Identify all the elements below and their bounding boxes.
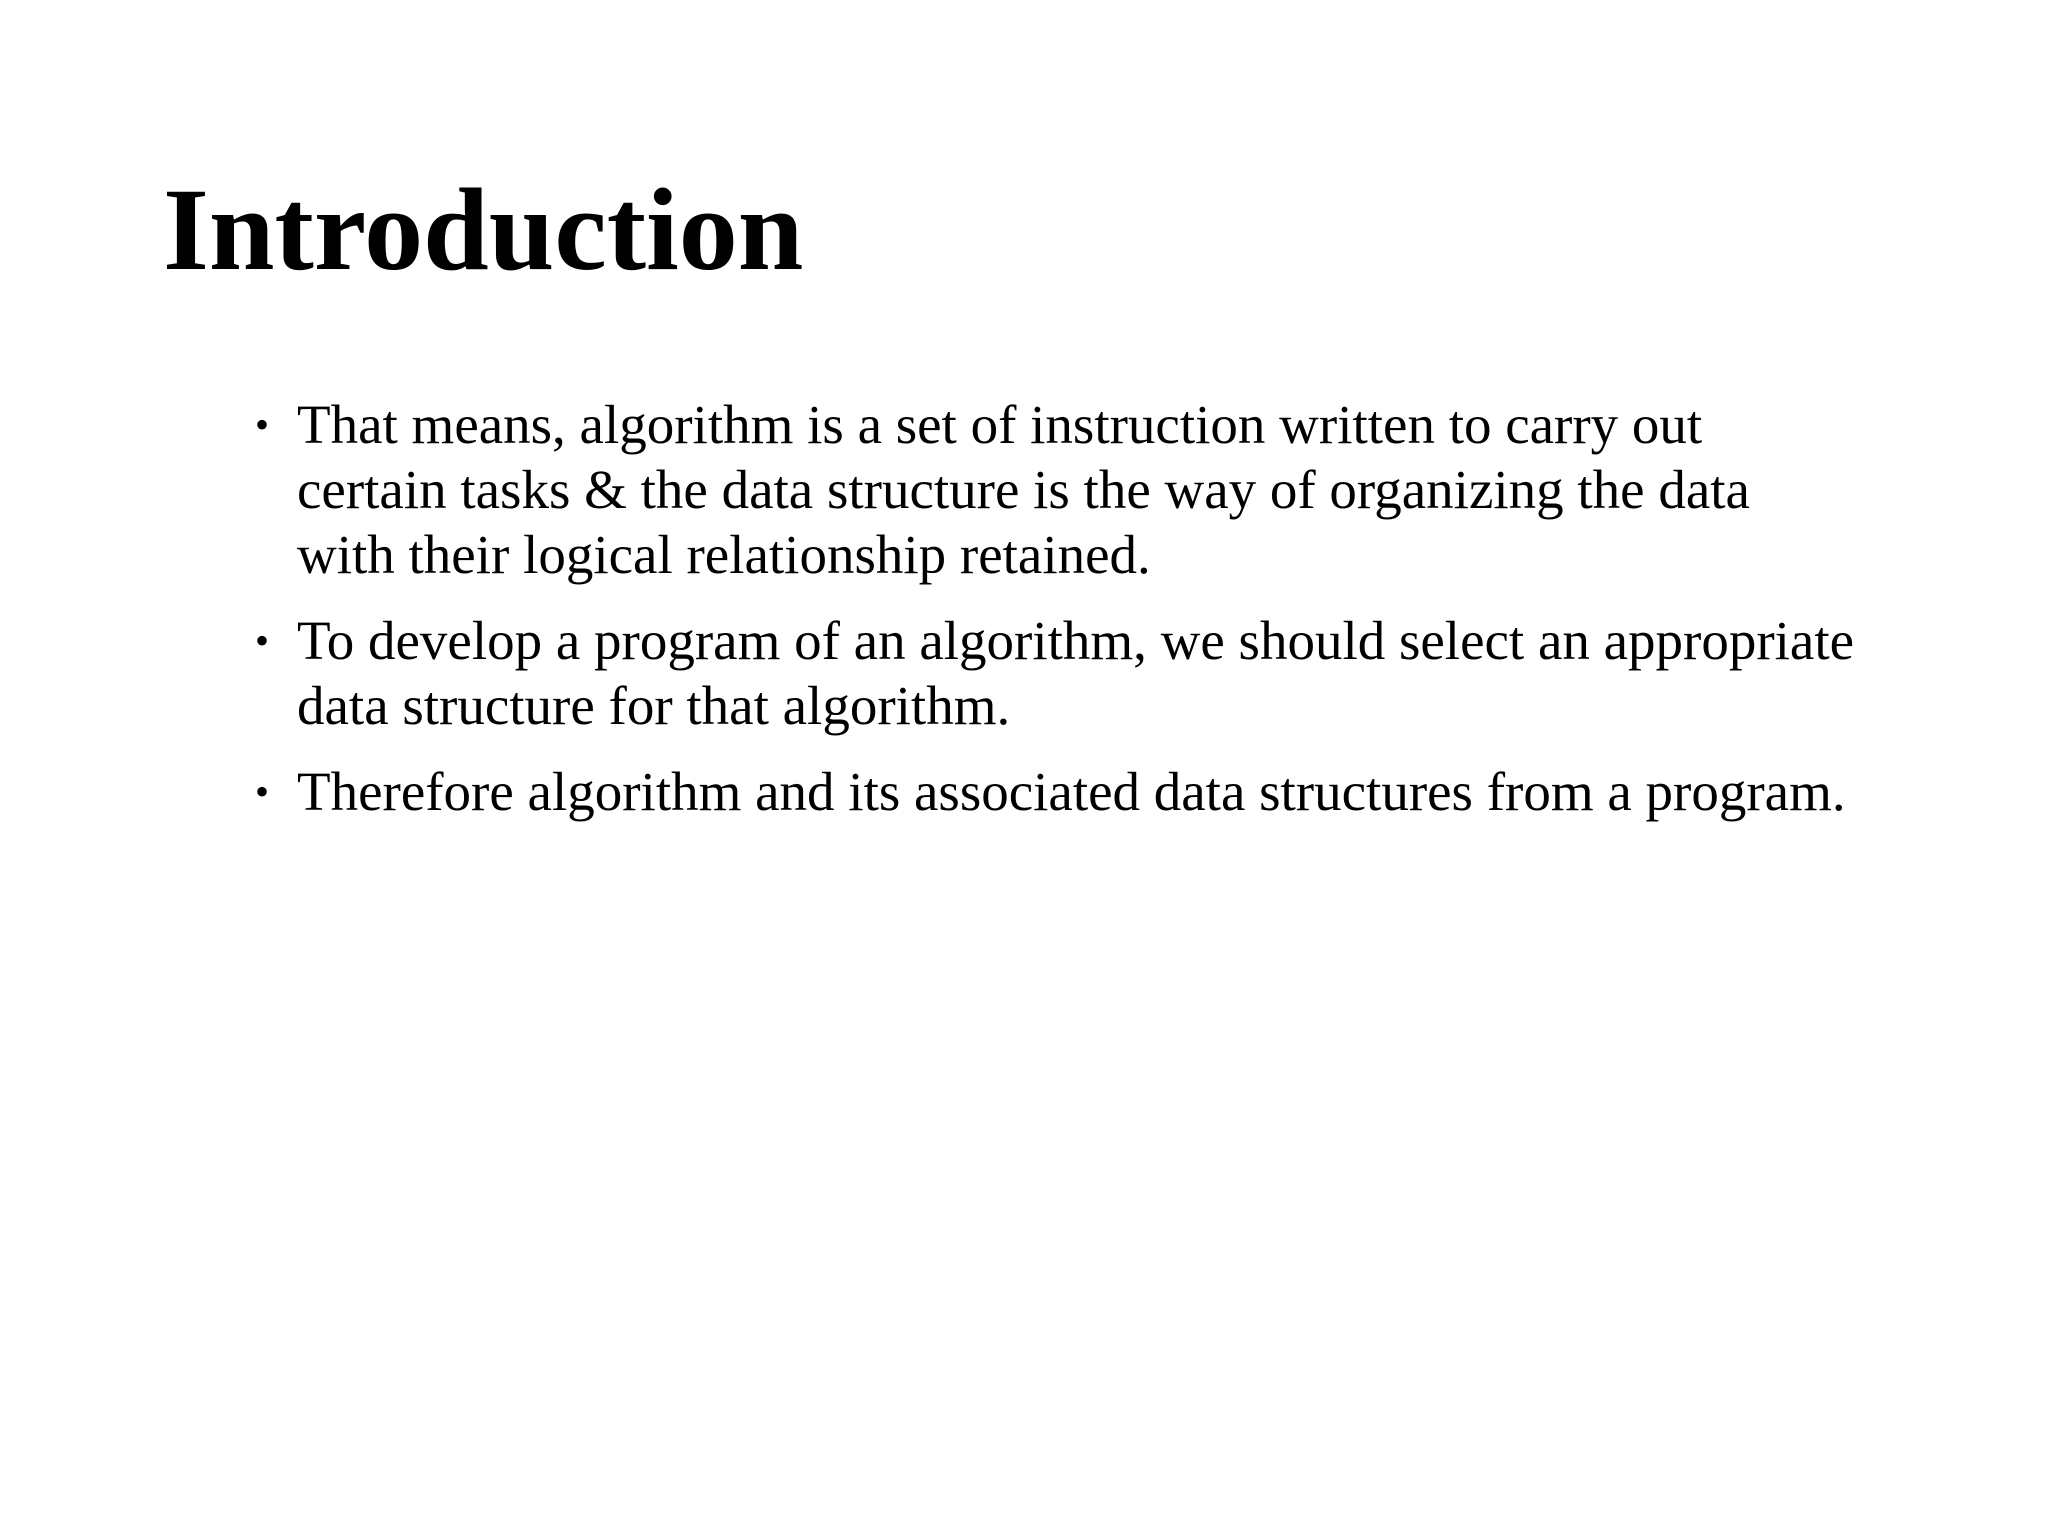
bullet-line: certain tasks & the data structure is the way of organizing the data	[297, 459, 1750, 520]
bullet-line: with their logical relationship retained.	[297, 524, 1151, 585]
bullet-line: Therefore algorithm and its associated data structures from a program.	[297, 761, 1846, 822]
bullet-item	[255, 392, 2015, 587]
bullet-line: To develop a program of an algorithm, we should select an appropriate	[297, 610, 1855, 671]
bullet-list	[255, 392, 2015, 845]
bullet-item	[255, 759, 2015, 824]
bullet-marker: •	[255, 402, 270, 447]
bullet-marker: •	[255, 618, 270, 663]
bullet-marker: •	[255, 769, 270, 814]
slide-title: Introduction	[163, 164, 804, 295]
bullet-line: That means, algorithm is a set of instruction written to carry out	[297, 394, 1703, 455]
bullet-line: data structure for that algorithm.	[297, 675, 1011, 736]
bullet-item	[255, 608, 2015, 738]
